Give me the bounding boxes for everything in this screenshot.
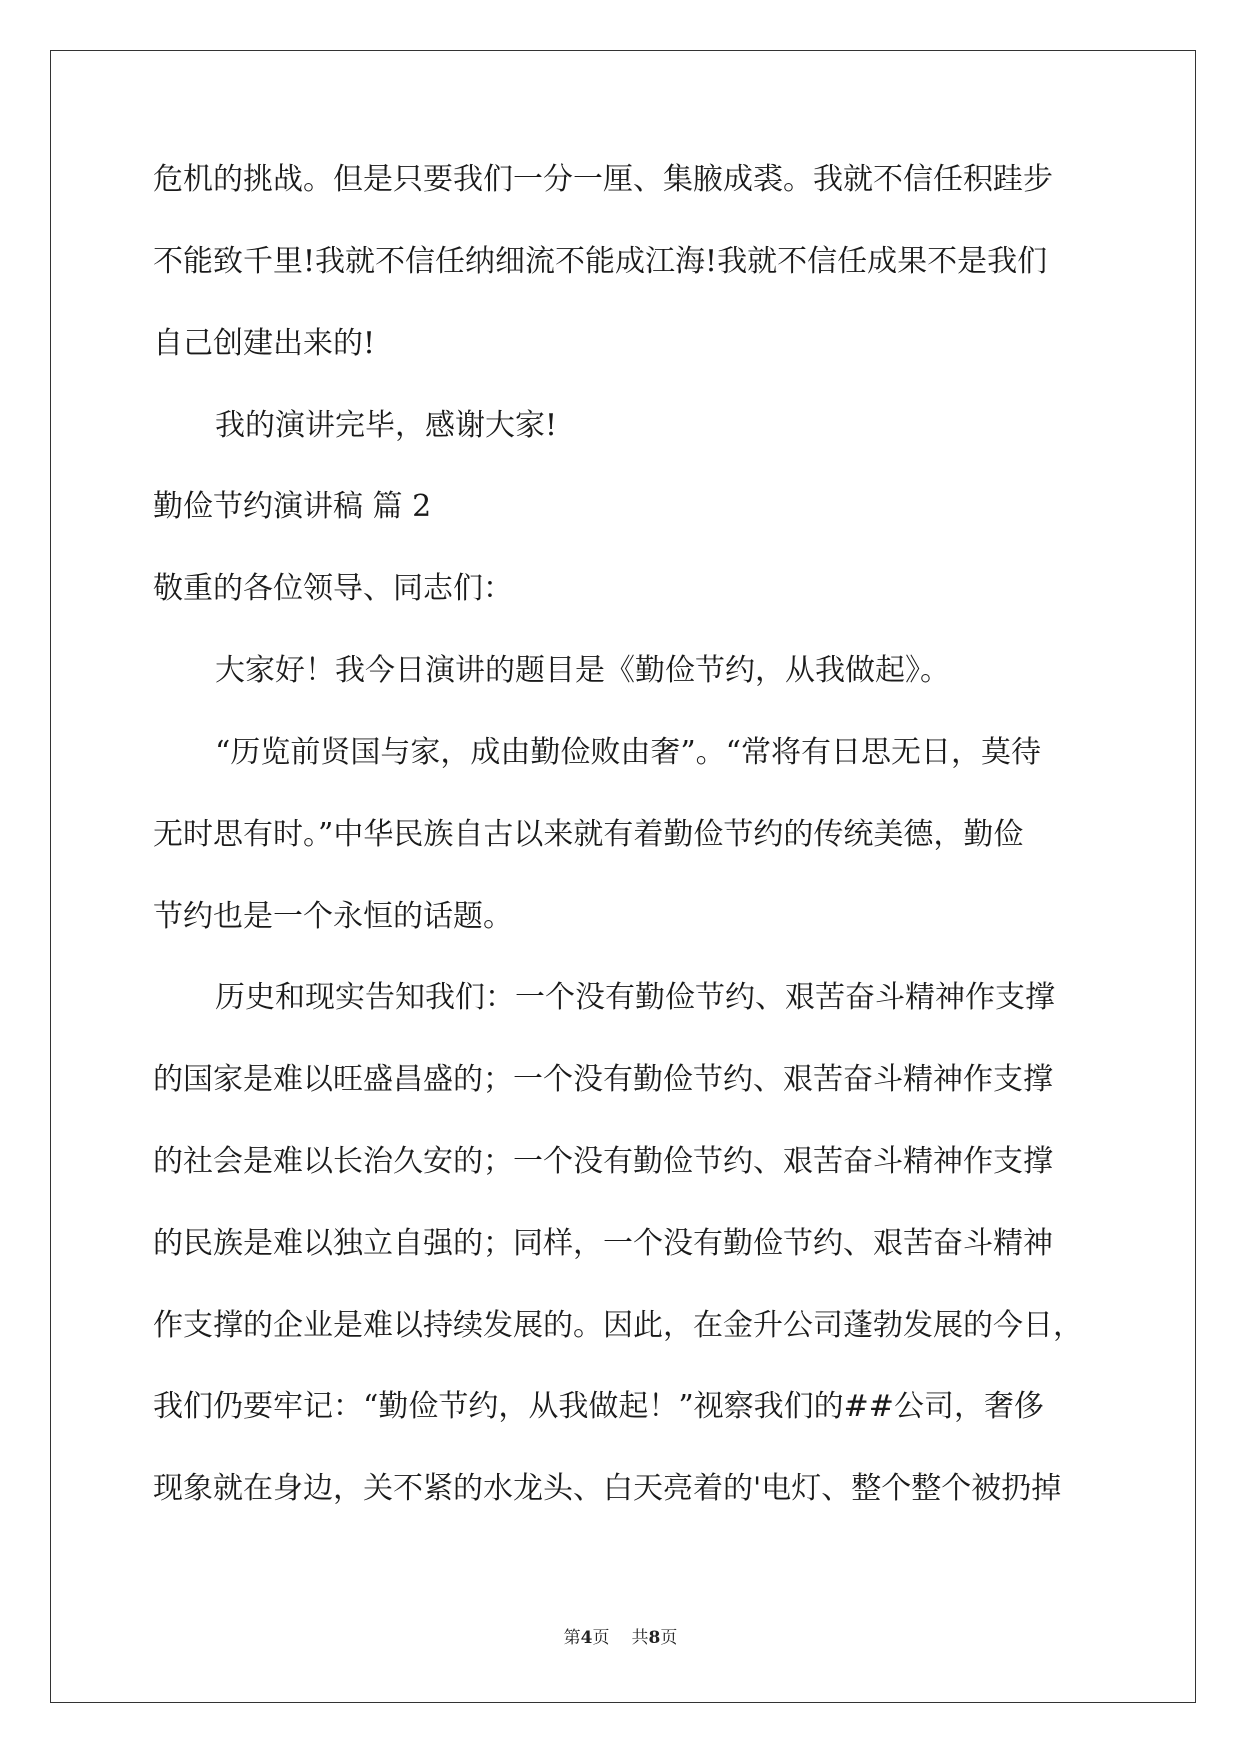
total-prefix: 共 [631, 1628, 649, 1648]
page-footer [0, 1627, 1241, 1649]
paragraph-line: “历览前贤国与家，成由勤俭败由奢”。“常将有日思无日，莫待 [215, 735, 1042, 770]
paragraph-line: 自己创建出来的! [153, 326, 376, 361]
page-border [50, 50, 1196, 1703]
paragraph-line: 大家好！我今日演讲的题目是《勤俭节约，从我做起》。 [215, 653, 950, 688]
page-prefix: 第 [563, 1628, 581, 1648]
current-page-number: 4 [580, 1628, 593, 1648]
paragraph-line: 危机的挑战。但是只要我们一分一厘、集腋成裘。我就不信任积跬步 [153, 162, 1053, 197]
paragraph-line: 作支撑的企业是难以持续发展的。因此，在金升公司蓬勃发展的今日， [153, 1308, 1083, 1343]
paragraph-line: 的国家是难以旺盛昌盛的；一个没有勤俭节约、艰苦奋斗精神作支撑 [153, 1062, 1053, 1097]
paragraph-line: 的民族是难以独立自强的；同样，一个没有勤俭节约、艰苦奋斗精神 [153, 1226, 1053, 1261]
paragraph-line: 不能致千里!我就不信任纳细流不能成江海!我就不信任成果不是我们 [153, 244, 1048, 279]
section-heading: 勤俭节约演讲稿 篇 2 [153, 489, 432, 524]
salutation: 敬重的各位领导、同志们： [153, 571, 513, 606]
paragraph-line: 节约也是一个永恒的话题。 [153, 899, 513, 934]
closing-line: 我的演讲完毕，感谢大家! [215, 408, 558, 443]
page-suffix: 页 [592, 1628, 610, 1648]
paragraph-line: 的社会是难以长治久安的；一个没有勤俭节约、艰苦奋斗精神作支撑 [153, 1144, 1053, 1179]
total-suffix: 页 [660, 1628, 678, 1648]
paragraph-line: 现象就在身边，关不紧的水龙头、白天亮着的'电灯、整个整个被扔掉 [153, 1471, 1062, 1506]
paragraph-line: 无时思有时。”中华民族自古以来就有着勤俭节约的传统美德，勤俭 [153, 817, 1024, 852]
paragraph-line: 历史和现实告知我们：一个没有勤俭节约、艰苦奋斗精神作支撑 [215, 980, 1055, 1015]
total-page-number: 8 [648, 1628, 661, 1648]
paragraph-line: 我们仍要牢记：“勤俭节约，从我做起！”视察我们的##公司，奢侈 [153, 1389, 1044, 1424]
